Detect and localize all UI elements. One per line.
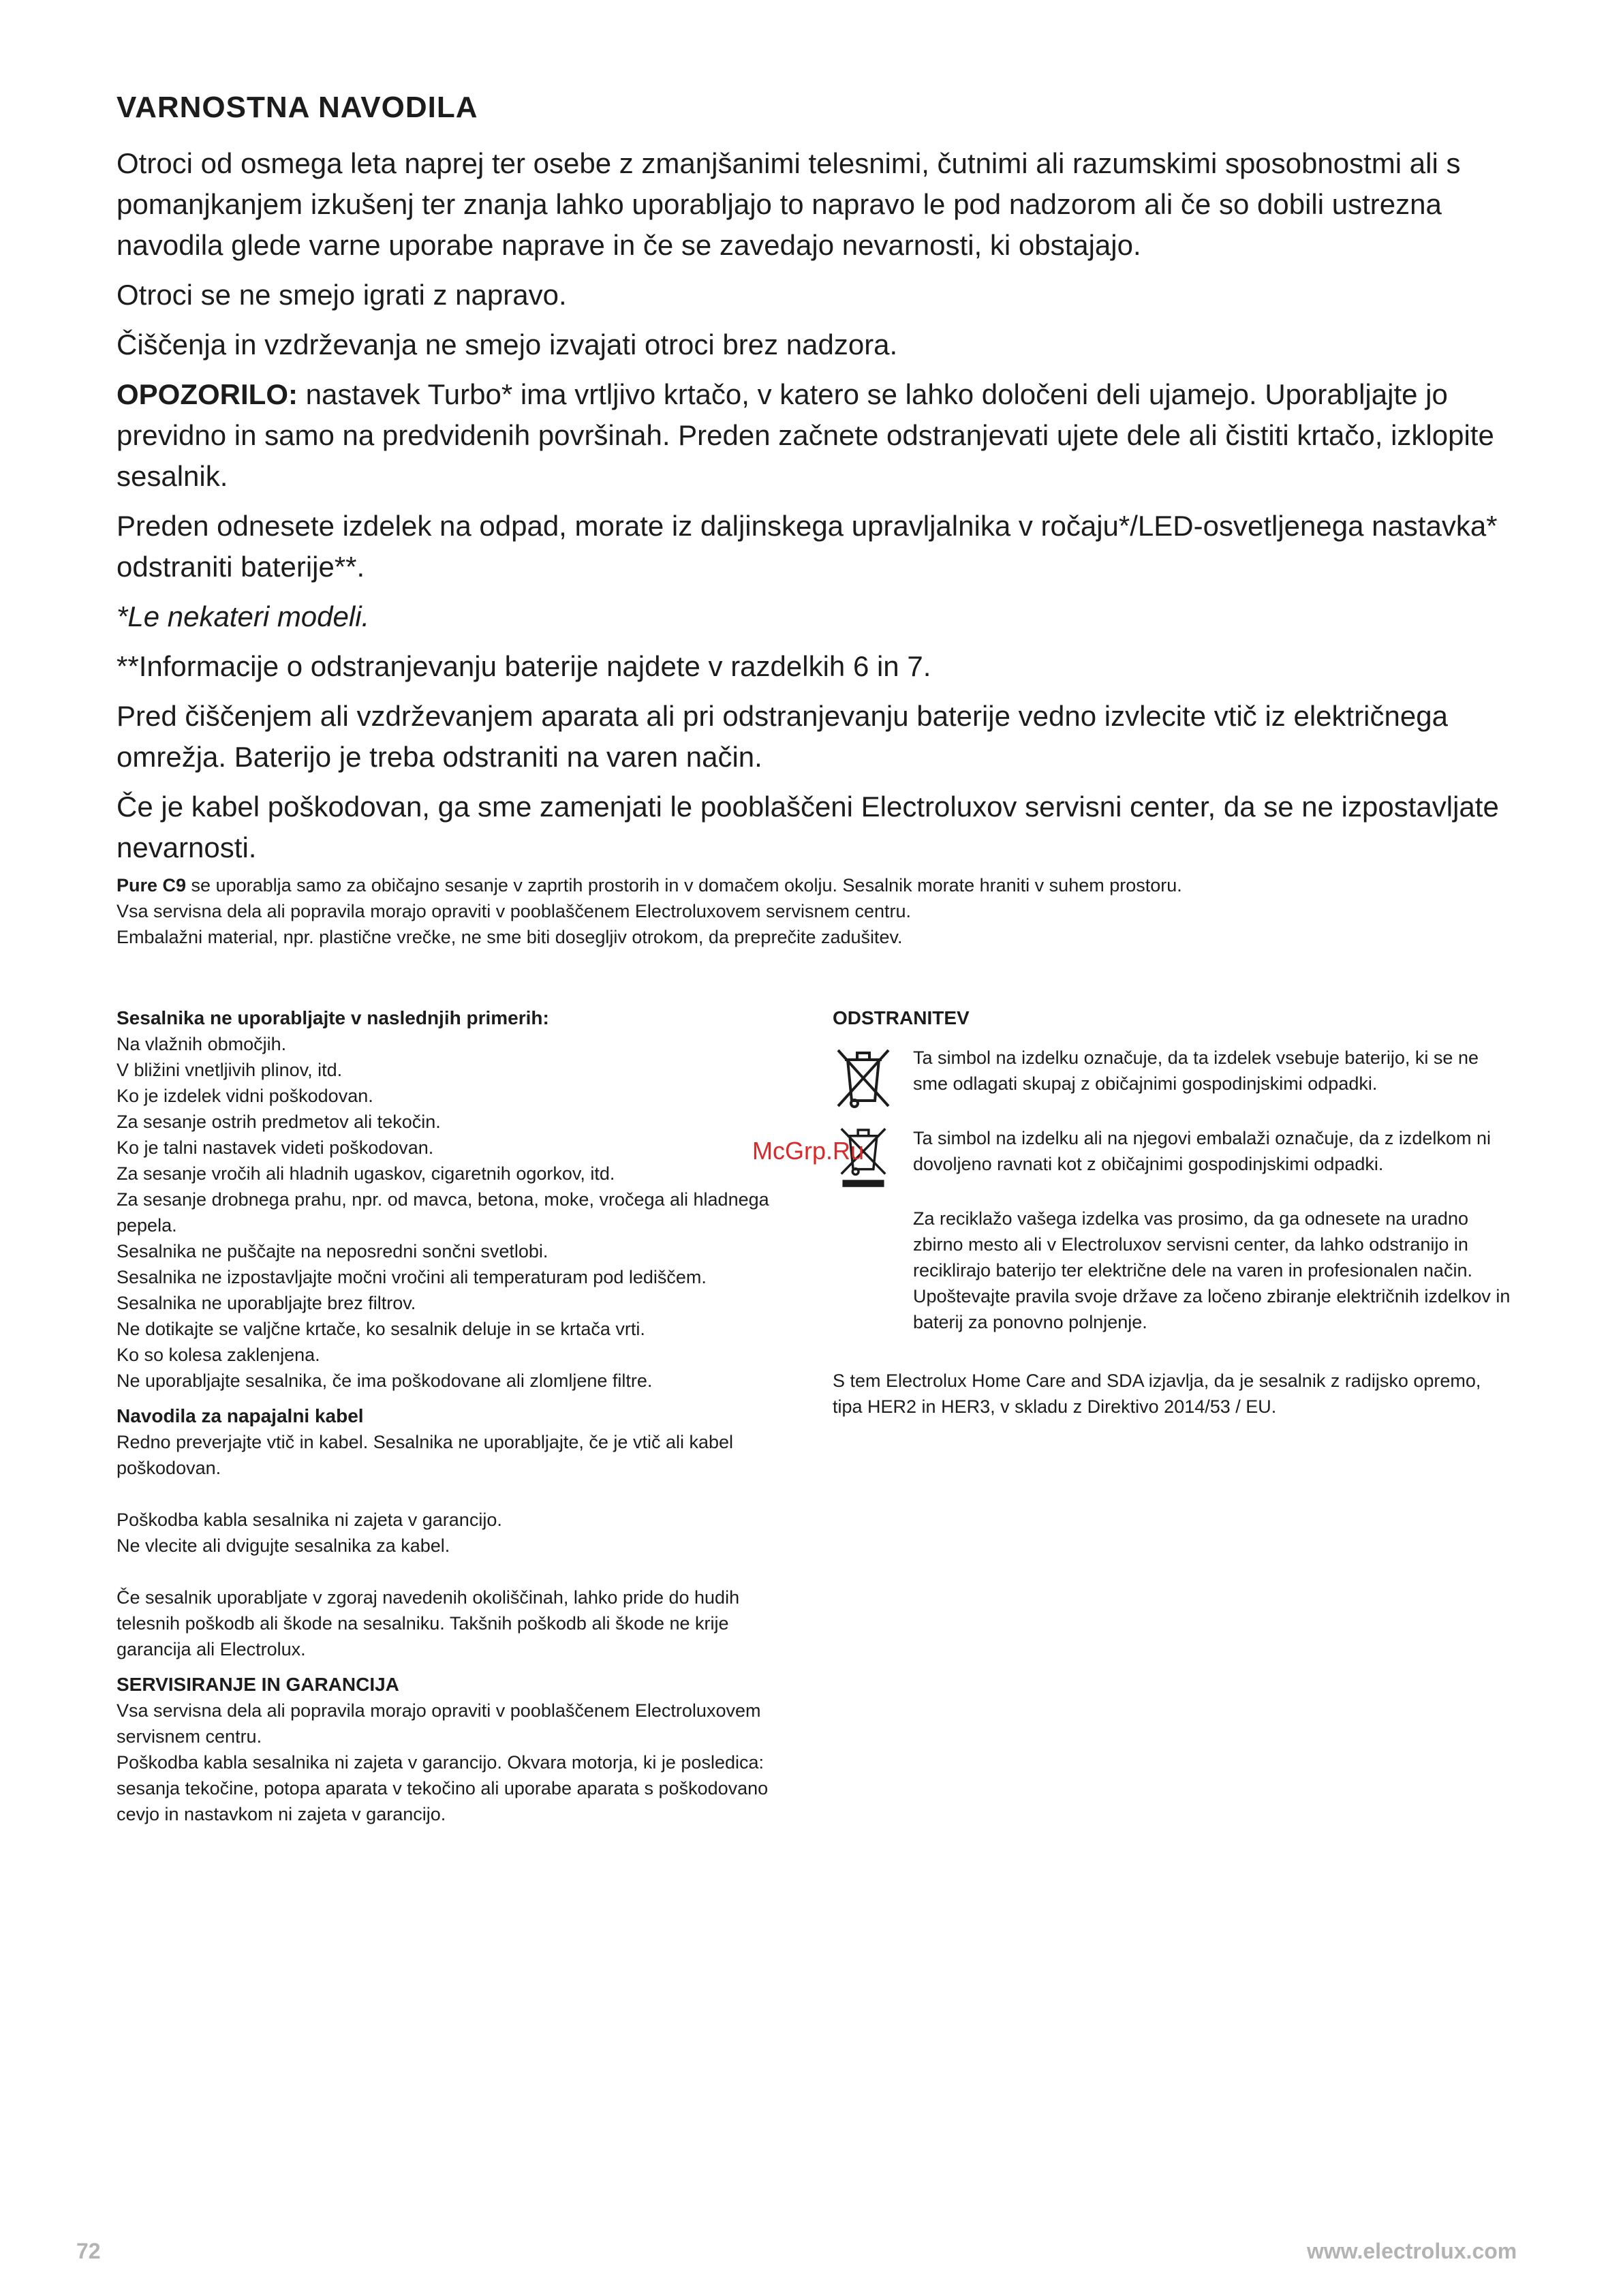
warning-label: OPOZORILO: bbox=[117, 378, 298, 410]
crossed-bin-icon bbox=[833, 1045, 894, 1110]
do-not-use-heading: Sesalnika ne uporabljajte v naslednjih primerih: bbox=[117, 1007, 549, 1028]
watermark: McGrp.Ru bbox=[752, 1137, 865, 1165]
list-item: Za sesanje ostrih predmetov ali tekočin. bbox=[117, 1112, 441, 1132]
intro-paragraph-cable: Če je kabel poškodovan, ga sme zamenjati le pooblaščeni Electroluxov servisni center, da se ne izpostavljate nevarnosti. bbox=[117, 791, 1499, 863]
list-item: Sesalnika ne puščajte na neposredni sončni svetlobi. bbox=[117, 1241, 548, 1261]
footer-website: www.electrolux.com bbox=[1307, 2239, 1517, 2263]
cable-heading: Navodila za napajalni kabel bbox=[117, 1405, 364, 1426]
usage-line-3: Embalažni material, npr. plastične vrečke, ne sme biti dosegljiv otrokom, da preprečite zadušitev. bbox=[117, 927, 903, 947]
left-column bbox=[117, 1005, 798, 1827]
intro-paragraph-unplug: Pred čiščenjem ali vzdrževanjem aparata ali pri odstranjevanju baterije vedno izvlecite vtič iz električnega omrežja. Baterijo je treba odstraniti na varen način. bbox=[117, 700, 1448, 773]
usage-line-1-text: se uporablja samo za običajno sesanje v zaprtih prostorih in v domačem okolju. Sesalnik morate hraniti v suhem prostoru. bbox=[186, 875, 1182, 896]
intro-section bbox=[117, 143, 1513, 877]
warning-text: nastavek Turbo* ima vrtljivo krtačo, v katero se lahko določeni deli ujamejo. Uporabljajte jo previdno in samo na predvidenih površinah. Preden začnete odstranjevati ujete dele ali čistiti krtačo, izklopite sesalnik. bbox=[117, 378, 1494, 492]
cable-warranty-text: Poškodba kabla sesalnika ni zajeta v garancijo. bbox=[117, 1510, 502, 1530]
intro-paragraph-children: Otroci od osmega leta naprej ter osebe z zmanjšanimi telesnimi, čutnimi ali razumskimi sposobnostmi ali s pomanjkanjem izkušenj ter znanja lahko uporabljajo to napravo le pod nadzorom ali če so dobili ustrezna navodila glede varne uporabe naprave in če se zavedajo nevarnosti, ki obstajajo. bbox=[117, 147, 1461, 261]
battery-symbol-row bbox=[833, 1045, 1514, 1113]
list-item: Za sesanje vročih ali hladnih ugaskov, cigaretnih ogorkov, itd. bbox=[117, 1163, 615, 1184]
intro-paragraph-batteries: Preden odnesete izdelek na odpad, morate iz daljinskega upravljalnika v ročaju*/LED-osvetljenega nastavka* odstraniti baterije**. bbox=[117, 510, 1498, 583]
list-item: Ko je izdelek vidni poškodovan. bbox=[117, 1086, 373, 1106]
usage-line-1 bbox=[117, 872, 1513, 898]
model-name: Pure C9 bbox=[117, 875, 187, 896]
list-item: Ne uporabljajte sesalnika, če ima poškodovane ali zlomljene filtre. bbox=[117, 1371, 653, 1391]
battery-symbol-text: Ta simbol na izdelku označuje, da ta izdelek vsebuje baterijo, ki se ne sme odlagati skupaj z običajnimi gospodinjskimi odpadki. bbox=[913, 1047, 1479, 1094]
list-item: Na vlažnih območjih. bbox=[117, 1034, 287, 1054]
list-item: Ne dotikajte se valjčne krtače, ko sesalnik deluje in se krtača vrti. bbox=[117, 1319, 645, 1339]
damage-liability-text: Če sesalnik uporabljate v zgoraj navedenih okoliščinah, lahko pride do hudih telesnih poškodb ali škode na sesalniku. Takšnih poškodb ali škode ne krije garancija ali Electrolux. bbox=[117, 1587, 740, 1659]
conformity-declaration: S tem Electrolux Home Care and SDA izjavlja, da je sesalnik z radijsko opremo, tipa HER2 in HER3, v skladu z Direktivo 2014/53 / EU. bbox=[833, 1371, 1481, 1417]
list-item: V bližini vnetljivih plinov, itd. bbox=[117, 1060, 343, 1080]
service-heading: SERVISIRANJE IN GARANCIJA bbox=[117, 1674, 399, 1695]
recycling-text: Za reciklažo vašega izdelka vas prosimo, da ga odnesete na uradno zbirno mesto ali v Electroluxov servisni center, da lahko odstranijo in reciklirajo baterijo ter električne dele na varen in profesionalen način. Upoštevajte pravila svoje države za ločeno zbiranje električnih izdelkov in baterij za ponovno polnjenje. bbox=[913, 1208, 1511, 1332]
cable-pull-text: Ne vlecite ali dvigujte sesalnika za kabel. bbox=[117, 1535, 450, 1556]
page-number: 72 bbox=[76, 2239, 101, 2263]
list-item: Ko so kolesa zaklenjena. bbox=[117, 1345, 320, 1365]
list-item: Sesalnika ne izpostavljajte močni vročini ali temperaturam pod lediščem. bbox=[117, 1267, 707, 1287]
weee-symbol-row bbox=[833, 1125, 1514, 1193]
weee-symbol-text: Ta simbol na izdelku ali na njegovi embalaži označuje, da z izdelkom ni dovoljeno ravnati kot z običajnimi gospodinjskimi odpadki. bbox=[913, 1128, 1491, 1174]
right-column bbox=[833, 1005, 1514, 1420]
intro-footnote-batteries: **Informacije o odstranjevanju baterije najdete v razdelkih 6 in 7. bbox=[117, 650, 931, 682]
cable-check-text: Redno preverjajte vtič in kabel. Sesalnika ne uporabljajte, če je vtič ali kabel poškodovan. bbox=[117, 1432, 734, 1478]
disposal-heading: ODSTRANITEV bbox=[833, 1007, 970, 1028]
intro-paragraph-warning bbox=[117, 374, 1513, 497]
intro-paragraph-cleaning: Čiščenja in vzdrževanja ne smejo izvajati otroci brez nadzora. bbox=[117, 328, 898, 361]
usage-line-2: Vsa servisna dela ali popravila morajo opraviti v pooblaščenem Electroluxovem servisnem centru. bbox=[117, 901, 912, 921]
service-text-2: Poškodba kabla sesalnika ni zajeta v garancijo. Okvara motorja, ki je posledica: sesanja tekočine, potopa aparata v tekočino ali uporabe aparata s poškodovano cevjo in nastavkom ni zajeta v garancijo. bbox=[117, 1752, 769, 1824]
list-item: Za sesanje drobnega prahu, npr. od mavca, betona, moke, vročega ali hladnega pepela. bbox=[117, 1189, 769, 1236]
page-title: VARNOSTNA NAVODILA bbox=[117, 91, 478, 124]
intro-footnote-models: *Le nekateri modeli. bbox=[117, 600, 370, 632]
list-item: Ko je talni nastavek videti poškodovan. bbox=[117, 1137, 434, 1158]
list-item: Sesalnika ne uporabljajte brez filtrov. bbox=[117, 1293, 416, 1313]
intro-paragraph-play: Otroci se ne smejo igrati z napravo. bbox=[117, 279, 567, 311]
usage-notes bbox=[117, 872, 1513, 950]
service-text-1: Vsa servisna dela ali popravila morajo opraviti v pooblaščenem Electroluxovem servisnem centru. bbox=[117, 1700, 761, 1747]
